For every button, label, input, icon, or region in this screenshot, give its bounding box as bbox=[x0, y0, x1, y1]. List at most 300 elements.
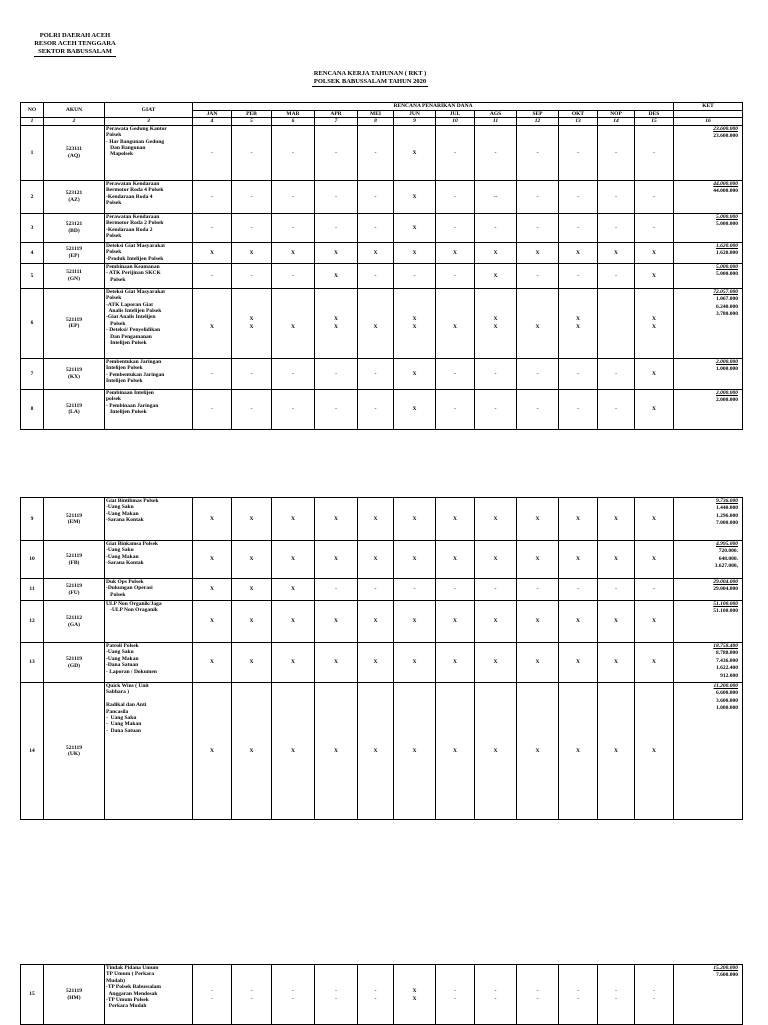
month-cell-apr: - bbox=[315, 213, 358, 242]
ket-total: 18.758.400 bbox=[713, 643, 738, 649]
month-mark: X bbox=[652, 324, 656, 331]
col-index-number: 7 bbox=[315, 118, 358, 125]
month-cell-mar: - bbox=[272, 125, 315, 180]
giat-line: Perkara Mudah bbox=[106, 1003, 147, 1010]
col-index-number: 10 bbox=[436, 118, 475, 125]
month-cell-des: X bbox=[635, 242, 674, 263]
row-ket bbox=[674, 242, 743, 263]
col-month-nop: NOP bbox=[598, 111, 635, 118]
month-mark: X bbox=[576, 324, 580, 331]
month-cell-jul: X bbox=[436, 242, 475, 263]
akun-code: 521119 bbox=[66, 402, 82, 409]
month-cell-apr: - bbox=[315, 358, 358, 389]
row-number: 6 bbox=[21, 288, 44, 358]
ket-value: 6.600.000 bbox=[716, 690, 738, 697]
giat-line: -Dana Satuan bbox=[106, 662, 139, 669]
month-cell-nop: - bbox=[598, 125, 635, 180]
giat-line: - Uang Saku bbox=[106, 715, 137, 722]
giat-line: -Kendaraan Roda 4 bbox=[106, 193, 153, 200]
month-cell-apr: - bbox=[315, 180, 358, 213]
col-month-mar: MAR bbox=[272, 111, 315, 118]
month-cell-mar: X bbox=[272, 579, 315, 601]
row-akun bbox=[44, 263, 105, 288]
month-cell-mei: - bbox=[358, 579, 394, 601]
col-month-okt: OKT bbox=[559, 111, 598, 118]
ket-value: 1.000.000 bbox=[716, 366, 739, 373]
akun-code: 523121 bbox=[65, 190, 83, 197]
month-mark: - bbox=[536, 987, 539, 994]
giat-line: Pancasila bbox=[106, 708, 129, 715]
month-cell-jun: X bbox=[394, 213, 436, 242]
giat-line: -Sarana Kontak bbox=[106, 517, 144, 524]
row-akun bbox=[44, 242, 105, 263]
month-mark: - bbox=[536, 995, 539, 1002]
ket-value: 3.627.000, bbox=[714, 563, 738, 570]
table-row bbox=[21, 242, 743, 263]
ket-total: 29.004.000 bbox=[713, 579, 738, 585]
row-number: 8 bbox=[21, 389, 44, 429]
month-cell-nop: - bbox=[598, 358, 635, 389]
ket-value: 44.000.000 bbox=[713, 188, 739, 195]
ket-value: 1.440.000 bbox=[716, 505, 738, 512]
month-cell-des: - bbox=[635, 579, 674, 601]
akun-code: 521119 bbox=[66, 367, 82, 374]
ket-value: 720.000. bbox=[718, 548, 738, 555]
akun-code: 523121 bbox=[65, 221, 83, 228]
giat-line: Pembinaan Keamanan bbox=[106, 263, 160, 270]
ket-value: 51.100.000 bbox=[713, 608, 738, 615]
month-cell-jun: X bbox=[394, 389, 436, 429]
ket-total: 2.000.000 bbox=[716, 389, 739, 396]
col-index-number: 11 bbox=[475, 118, 517, 125]
month-cell-mar bbox=[272, 965, 315, 1025]
month-cell-jul: - bbox=[436, 180, 475, 213]
month-cell-ags: - bbox=[475, 389, 517, 429]
akun-kode: (LA) bbox=[68, 409, 80, 416]
month-mark: X bbox=[412, 324, 417, 331]
month-cell-peb: X bbox=[232, 643, 272, 683]
col-no: NO bbox=[21, 103, 44, 118]
month-cell-jan bbox=[193, 288, 232, 358]
row-number: 9 bbox=[21, 498, 44, 541]
col-month-sep: SEP bbox=[517, 111, 559, 118]
row-akun bbox=[44, 601, 105, 643]
ket-value: 3.600.000 bbox=[716, 697, 738, 704]
month-cell-sep: - bbox=[517, 358, 559, 389]
ket-value: 7.436.000 bbox=[716, 657, 738, 664]
giat-line: Perawatan Kendaraan bbox=[106, 180, 160, 187]
month-cell-sep: - bbox=[517, 263, 559, 288]
header-line-2: RESOR ACEH TENGGARA bbox=[34, 40, 116, 47]
giat-line: Intelijen Polsek bbox=[106, 409, 147, 416]
month-cell-jun: X bbox=[394, 358, 436, 389]
month-cell-peb bbox=[232, 965, 272, 1025]
month-cell-jun: X bbox=[394, 242, 436, 263]
row-akun bbox=[44, 125, 105, 180]
giat-line: Pembentukan Jaringan bbox=[106, 358, 162, 365]
month-mark: X bbox=[412, 995, 417, 1002]
month-cell-nop: - bbox=[598, 579, 635, 601]
month-cell-sep: X bbox=[517, 498, 559, 541]
row-number: 10 bbox=[21, 541, 44, 579]
ket-value: 1.620.000 bbox=[716, 250, 739, 257]
akun-code: 521111 bbox=[66, 269, 82, 276]
giat-line: Bermotor Roda 4 Polsek bbox=[106, 187, 164, 194]
month-mark: - bbox=[494, 995, 497, 1002]
akun-code: 521119 bbox=[66, 744, 82, 751]
giat-line: Polsek bbox=[106, 249, 122, 256]
ket-value: 7.000.000 bbox=[716, 520, 738, 527]
month-cell-nop: - bbox=[598, 389, 635, 429]
month-mark: - bbox=[335, 987, 337, 994]
row-number: 11 bbox=[21, 579, 44, 601]
month-cell-okt bbox=[559, 965, 598, 1025]
col-index-number: 14 bbox=[598, 118, 635, 125]
month-mark: X bbox=[453, 324, 457, 331]
month-cell-des: X bbox=[635, 643, 674, 683]
giat-line: Duk Ops Polsek bbox=[106, 579, 144, 585]
giat-line: Intelijen Polsek bbox=[106, 365, 143, 372]
ket-value: 1.000.000 bbox=[716, 705, 738, 712]
month-cell-mar: X bbox=[272, 601, 315, 643]
month-cell-peb: - bbox=[232, 213, 272, 242]
month-cell-jun: X bbox=[394, 643, 436, 683]
row-ket bbox=[674, 541, 743, 579]
giat-line: Giat Bintibmas Polsek bbox=[106, 498, 159, 504]
akun-kode: (FU) bbox=[68, 589, 80, 596]
giat-line: -TP Polsek Babussalam bbox=[106, 984, 162, 991]
table-row bbox=[21, 643, 743, 683]
month-cell-jan: X bbox=[193, 541, 232, 579]
giat-line: Patroli Polsek bbox=[106, 643, 139, 649]
giat-line: - Pembentukan Jaringan bbox=[106, 371, 165, 378]
row-giat bbox=[105, 601, 193, 643]
month-mark: X bbox=[493, 324, 498, 331]
table-row bbox=[21, 389, 743, 429]
month-mark: - bbox=[577, 995, 579, 1002]
month-cell-peb: - bbox=[232, 389, 272, 429]
row-giat bbox=[105, 498, 193, 541]
month-cell-ags: - bbox=[475, 579, 517, 601]
row-giat bbox=[105, 242, 193, 263]
row-ket bbox=[674, 358, 743, 389]
month-cell-jun bbox=[394, 965, 436, 1025]
giat-line: TP Umum ( Perkara bbox=[106, 971, 155, 978]
col-rencana-penarikan-dana: RENCANA PENARIKAN DANA bbox=[193, 103, 674, 111]
month-cell-okt: - bbox=[559, 180, 598, 213]
month-cell-jul: - bbox=[436, 389, 475, 429]
month-mark: X bbox=[412, 316, 417, 323]
row-giat bbox=[105, 263, 193, 288]
month-mark: - bbox=[211, 987, 213, 994]
month-mark: - bbox=[454, 995, 456, 1002]
month-mark: X bbox=[652, 316, 656, 323]
ket-value: 7.600.000 bbox=[716, 972, 738, 979]
month-cell-ags: X bbox=[475, 683, 517, 820]
month-mark: - bbox=[653, 987, 655, 994]
giat-line: Anggaran Mendesak bbox=[106, 990, 158, 997]
month-cell-mar: - bbox=[272, 180, 315, 213]
month-cell-sep: - bbox=[517, 213, 559, 242]
row-giat bbox=[105, 358, 193, 389]
month-cell-peb: X bbox=[232, 683, 272, 820]
month-cell-nop bbox=[598, 288, 635, 358]
col-giat: GIAT bbox=[105, 103, 193, 118]
row-number: 1 bbox=[21, 125, 44, 180]
month-cell-mei: - bbox=[358, 180, 394, 213]
month-cell-jan: X bbox=[193, 643, 232, 683]
month-cell-nop: X bbox=[598, 541, 635, 579]
ket-value: 5.000.000 bbox=[716, 221, 739, 228]
col-index-number: 8 bbox=[358, 118, 394, 125]
giat-line: -Giat Analis Intelijen bbox=[106, 314, 156, 321]
ket-total: 4.995.000 bbox=[716, 541, 738, 547]
month-cell-ags: X bbox=[475, 242, 517, 263]
row-ket bbox=[674, 263, 743, 288]
row-number: 7 bbox=[21, 358, 44, 389]
ket-total: 23.600.000 bbox=[713, 125, 739, 132]
col-month-jan: JAN bbox=[193, 111, 232, 118]
ket-total: 15.200.000 bbox=[713, 965, 738, 971]
month-mark: X bbox=[576, 316, 580, 323]
giat-line: Deteksi Giat Masyarakat bbox=[106, 242, 165, 249]
table-row bbox=[21, 498, 743, 541]
month-cell-nop: X bbox=[598, 643, 635, 683]
row-number: 2 bbox=[21, 180, 44, 213]
month-cell-jul: X bbox=[436, 601, 475, 643]
month-mark: X bbox=[210, 324, 214, 331]
col-index-number: 5 bbox=[232, 118, 272, 125]
month-cell-jan: - bbox=[193, 263, 232, 288]
col-month-peb: PEB bbox=[232, 111, 272, 118]
row-akun bbox=[44, 683, 105, 820]
month-cell-nop: X bbox=[598, 683, 635, 820]
month-mark: - bbox=[577, 987, 579, 994]
ket-value: 3.780.000 bbox=[716, 311, 739, 318]
month-cell-mei: X bbox=[358, 498, 394, 541]
ket-value: 29.004.000 bbox=[713, 586, 738, 593]
akun-kode: (GD) bbox=[68, 662, 80, 669]
col-index-number: 1 bbox=[21, 118, 44, 125]
giat-line: Perawatan Kendaraan bbox=[106, 213, 160, 220]
col-index-number: 2 bbox=[44, 118, 105, 125]
ket-value: 6.240.000 bbox=[716, 303, 739, 310]
month-mark: - bbox=[374, 995, 377, 1002]
month-cell-mar: - bbox=[272, 358, 315, 389]
giat-line: Intelijen Polsek bbox=[106, 378, 143, 385]
month-cell-jan: - bbox=[193, 389, 232, 429]
row-number: 13 bbox=[21, 643, 44, 683]
month-cell-mar: X bbox=[272, 242, 315, 263]
giat-line: -Uang Saku bbox=[106, 504, 134, 511]
month-cell-mar: - bbox=[272, 389, 315, 429]
giat-line: Polsek bbox=[106, 200, 122, 207]
month-cell-mar bbox=[272, 288, 315, 358]
month-cell-ags bbox=[475, 288, 517, 358]
header-line-1: POLRI DAERAH ACEH bbox=[39, 32, 111, 39]
row-ket bbox=[674, 389, 743, 429]
month-cell-okt: X bbox=[559, 643, 598, 683]
table-row bbox=[21, 965, 743, 1025]
month-cell-mar: X bbox=[272, 498, 315, 541]
month-mark: X bbox=[334, 316, 338, 323]
month-cell-apr: X bbox=[315, 601, 358, 643]
month-cell-apr: X bbox=[315, 263, 358, 288]
row-akun bbox=[44, 498, 105, 541]
month-mark: - bbox=[250, 987, 253, 994]
month-mark bbox=[359, 315, 392, 323]
month-cell-jul bbox=[436, 288, 475, 358]
month-cell-mei bbox=[358, 965, 394, 1025]
row-ket bbox=[674, 498, 743, 541]
month-cell-jan: X bbox=[193, 498, 232, 541]
month-cell-sep bbox=[517, 965, 559, 1025]
row-number: 14 bbox=[21, 683, 44, 820]
col-index-number: 9 bbox=[394, 118, 436, 125]
month-cell-des: X bbox=[635, 358, 674, 389]
month-cell-mar: - bbox=[272, 263, 315, 288]
month-cell-des: X bbox=[635, 498, 674, 541]
month-mark: X bbox=[493, 316, 498, 323]
month-mark: X bbox=[249, 316, 254, 323]
month-cell-peb: - bbox=[232, 125, 272, 180]
month-cell-sep bbox=[517, 288, 559, 358]
month-cell-mei: X bbox=[358, 541, 394, 579]
month-cell-jan: - bbox=[193, 358, 232, 389]
month-mark: X bbox=[249, 324, 254, 331]
giat-line: Perawata Gedung Kantor bbox=[106, 125, 167, 132]
row-ket bbox=[674, 288, 743, 358]
month-cell-jun: X bbox=[394, 498, 436, 541]
row-giat bbox=[105, 125, 193, 180]
month-cell-peb bbox=[232, 288, 272, 358]
month-cell-sep: X bbox=[517, 541, 559, 579]
giat-line: - Dana Satuan bbox=[106, 727, 141, 734]
month-cell-mar: X bbox=[272, 643, 315, 683]
row-giat bbox=[105, 643, 193, 683]
row-giat bbox=[105, 213, 193, 242]
month-cell-ags: - bbox=[475, 358, 517, 389]
row-ket bbox=[674, 683, 743, 820]
ket-value: 5.000.000 bbox=[716, 271, 739, 278]
month-cell-okt: - bbox=[559, 125, 598, 180]
row-number: 12 bbox=[21, 601, 44, 643]
month-mark: X bbox=[373, 324, 378, 331]
giat-line: Polsek bbox=[106, 320, 126, 327]
giat-line: Sabhara ) bbox=[106, 689, 130, 696]
month-mark bbox=[437, 315, 473, 323]
rkt-table-part-2 bbox=[20, 497, 743, 820]
month-cell-jan: X bbox=[193, 242, 232, 263]
akun-kode: (GN) bbox=[68, 275, 80, 282]
table-row bbox=[21, 579, 743, 601]
row-akun bbox=[44, 288, 105, 358]
month-cell-jun: X bbox=[394, 683, 436, 820]
col-index-number: 6 bbox=[272, 118, 315, 125]
row-ket bbox=[674, 213, 743, 242]
table-row bbox=[21, 263, 743, 288]
table-row bbox=[21, 683, 743, 820]
akun-code: 521112 bbox=[66, 615, 82, 622]
col-month-mei: MEI bbox=[358, 111, 394, 118]
month-cell-sep: - bbox=[517, 389, 559, 429]
row-ket bbox=[674, 180, 743, 213]
giat-line: Giat Binkamsa Polsek bbox=[106, 541, 158, 547]
month-cell-mei: X bbox=[358, 683, 394, 820]
ket-total: 11.200.000 bbox=[713, 683, 738, 689]
month-mark: - bbox=[335, 995, 337, 1002]
month-cell-okt: - bbox=[559, 263, 598, 288]
table-row bbox=[21, 541, 743, 579]
row-giat bbox=[105, 389, 193, 429]
month-cell-mei: - bbox=[358, 389, 394, 429]
month-cell-sep: X bbox=[517, 242, 559, 263]
row-giat bbox=[105, 180, 193, 213]
giat-line: Intelijen Polsek bbox=[106, 340, 147, 347]
table-row bbox=[21, 601, 743, 643]
akun-code: 521119 bbox=[66, 512, 82, 519]
month-cell-jan: X bbox=[193, 601, 232, 643]
ket-value: 23.600.000 bbox=[713, 133, 739, 140]
month-cell-peb: X bbox=[232, 242, 272, 263]
giat-line: - Deteksi/ Penyelidikan bbox=[106, 327, 161, 334]
month-cell-des: X bbox=[635, 263, 674, 288]
table-row bbox=[21, 180, 743, 213]
ket-total: 5.000.000 bbox=[716, 263, 739, 270]
row-ket bbox=[674, 643, 743, 683]
month-cell-mei: - bbox=[358, 358, 394, 389]
month-mark bbox=[599, 315, 633, 323]
month-cell-mei: - bbox=[358, 125, 394, 180]
month-cell-des: - bbox=[635, 180, 674, 213]
giat-line: Quick Wins ( Unit bbox=[106, 683, 149, 689]
month-cell-okt: - bbox=[559, 579, 598, 601]
akun-kode: (FB) bbox=[68, 559, 80, 566]
month-cell-mei: - bbox=[358, 213, 394, 242]
month-cell-jul: - bbox=[436, 263, 475, 288]
month-mark bbox=[273, 315, 313, 323]
ket-value: 912.000 bbox=[720, 672, 738, 679]
month-cell-jun: X bbox=[394, 601, 436, 643]
akun-kode: (GA) bbox=[68, 621, 80, 628]
col-ket: KET bbox=[674, 103, 743, 111]
month-cell-mei: X bbox=[358, 643, 394, 683]
rkt-table-part-1 bbox=[20, 102, 743, 430]
month-cell-mei: - bbox=[358, 263, 394, 288]
month-cell-peb: X bbox=[232, 579, 272, 601]
akun-code: 523111 bbox=[66, 146, 82, 153]
month-cell-sep: - bbox=[517, 180, 559, 213]
title-line-1: RENCANA KERJA TAHUNAN ( RKT ) bbox=[313, 70, 427, 77]
month-cell-jan: - bbox=[193, 125, 232, 180]
col-akun: AKUN bbox=[44, 103, 105, 118]
ket-value: 1.296.000 bbox=[716, 512, 738, 519]
table-row bbox=[21, 125, 743, 180]
col-index-number: 12 bbox=[517, 118, 559, 125]
month-cell-mar: - bbox=[272, 213, 315, 242]
month-mark: X bbox=[291, 324, 295, 331]
month-cell-sep: X bbox=[517, 643, 559, 683]
giat-line: Mapolsek bbox=[106, 151, 134, 158]
row-akun bbox=[44, 389, 105, 429]
month-cell-apr: X bbox=[315, 643, 358, 683]
month-cell-jul: - bbox=[436, 579, 475, 601]
month-cell-okt: X bbox=[559, 683, 598, 820]
giat-line: Dan Bangunan bbox=[106, 145, 146, 152]
month-cell-ags: - bbox=[475, 125, 517, 180]
month-mark bbox=[194, 315, 230, 323]
title-line-2: POLSEK BABUSSALAM TAHUN 2020 bbox=[313, 78, 427, 85]
